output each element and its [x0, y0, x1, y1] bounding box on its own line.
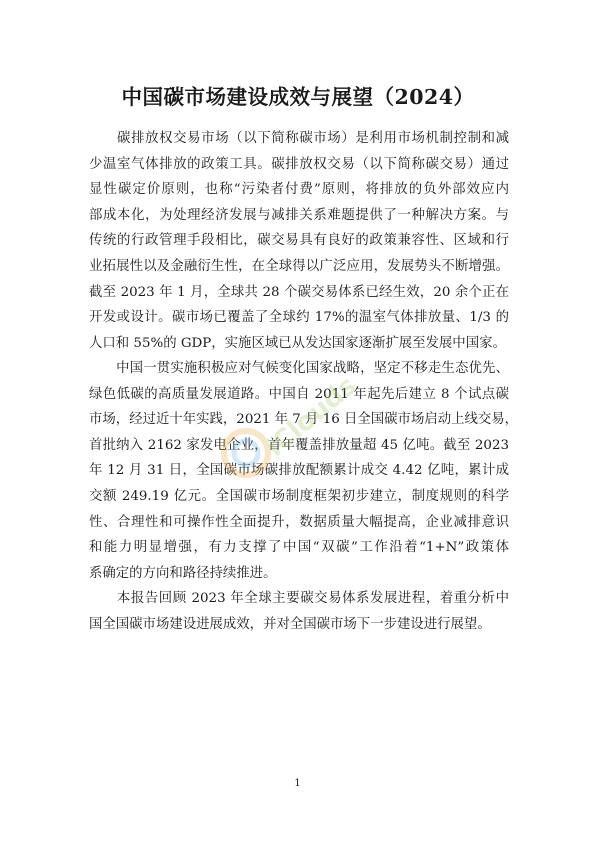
text-line: 中国一贯实施积极应对气候变化国家战略，坚定不移走生态优先、 — [89, 361, 509, 376]
text-line: 性、合理性和可操作性全面提升，数据质量大幅提高，企业减排意识 — [89, 514, 509, 530]
page-number: 1 — [294, 778, 301, 789]
paragraph-china-market — [89, 356, 519, 586]
text-line: 人口和 55%的 GDP，实施区域已从发达国家逐渐扩展至发展中国家。 — [89, 335, 506, 351]
text-line: 碳排放权交易市场（以下简称碳市场）是利用市场机制控制和减 — [89, 131, 509, 146]
text-line: 传统的行政管理手段相比，碳交易具有良好的政策兼容性、区域和行 — [89, 233, 509, 249]
text-line: 国全国碳市场建设进展成效，并对全国碳市场下一步建设进行展望。 — [89, 616, 491, 632]
text-line: 截至 2023 年 1 月，全球共 28 个碳交易体系已经生效，20 余个正在 — [89, 284, 509, 300]
text-line: 市场，经过近十年实践，2021 年 7 月 16 日全国碳市场启动上线交易， — [89, 412, 519, 428]
text-line: 开发或设计。碳市场已覆盖了全球约 17%的温室气体排放量、1/3 的 — [89, 310, 509, 326]
text-line: 少温室气体排放的政策工具。碳排放权交易（以下简称碳交易）通过 — [89, 156, 509, 172]
text-line: 首批纳入 2162 家发电企业，首年覆盖排放量超 45 亿吨。截至 2023 — [89, 437, 509, 453]
text-line: 业拓展性以及金融衍生性，在全球得以广泛应用，发展势头不断增强。 — [89, 258, 509, 274]
paragraph-intro — [89, 126, 509, 356]
text-line: 年 12 月 31 日，全国碳市场碳排放配额累计成交 4.42 亿吨，累计成 — [89, 463, 509, 479]
text-line: 系确定的方向和路径持续推进。 — [89, 565, 277, 581]
page-title: 中国碳市场建设成效与展望（2024） — [121, 85, 475, 109]
text-line: 显性碳定价原则，也称“污染者付费”原则，将排放的负外部效应内 — [89, 182, 509, 198]
text-line: 部成本化，为处理经济发展与减排关系难题提供了一种解决方案。与 — [89, 207, 509, 223]
svg-text:iClouds: iClouds — [260, 370, 363, 463]
text-line: 绿色低碳的高质量发展道路。中国自 2011 年起先后建立 8 个试点碳 — [89, 386, 509, 402]
text-line: 和能力明显增强，有力支撑了中国“双碳”工作沿着“1+N”政策体 — [89, 540, 509, 556]
text-line: 交额 249.19 亿元。全国碳市场制度框架初步建立，制度规则的科学 — [89, 488, 509, 504]
text-line: 本报告回顾 2023 年全球主要碳交易体系发展进程，着重分析中 — [89, 591, 509, 606]
paragraph-report-summary — [89, 586, 509, 637]
